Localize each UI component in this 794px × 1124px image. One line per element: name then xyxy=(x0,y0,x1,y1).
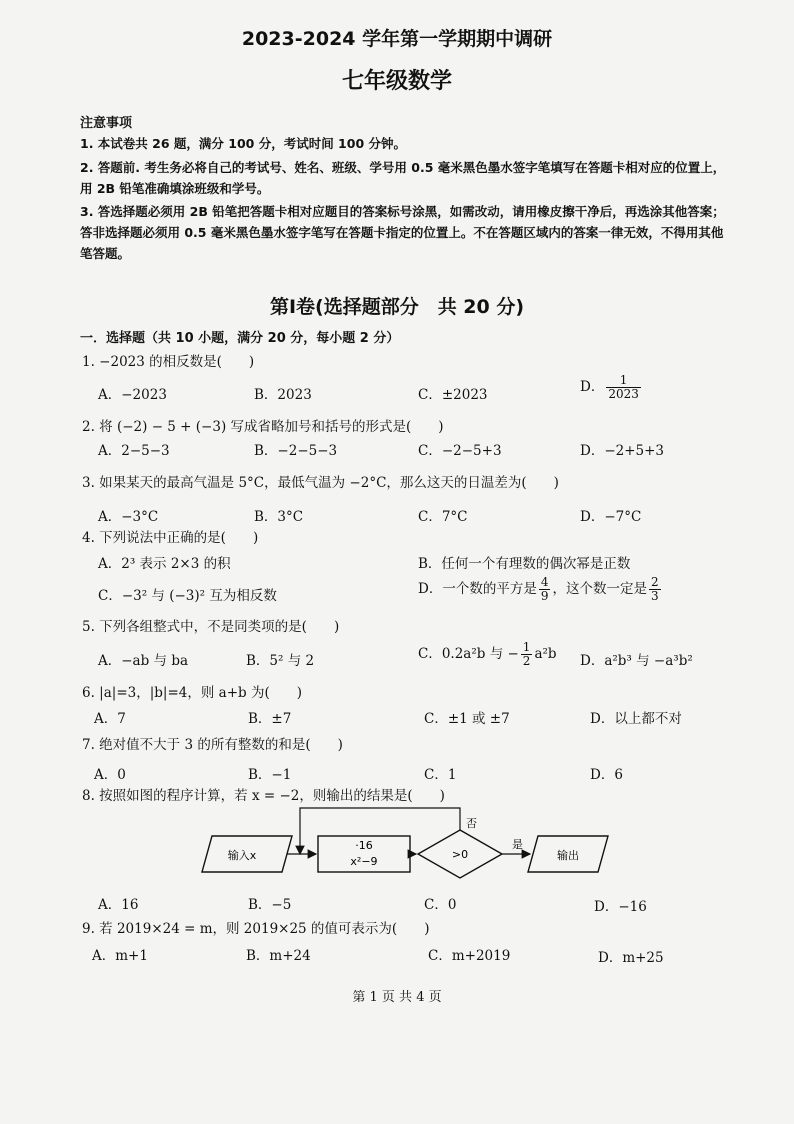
question-9-stem: 9. 若 2019×24 = m，则 2019×25 的值可表示为( ) xyxy=(82,921,430,937)
program-flowchart xyxy=(190,800,620,890)
q1-option-c: C．±2023 xyxy=(418,387,488,403)
part-heading: 一．选择题（共 10 小题，满分 20 分，每小题 2 分） xyxy=(80,331,400,346)
flowchart-condition: >0 xyxy=(451,848,469,861)
q2-option-a: A．2−5−3 xyxy=(98,443,170,459)
q4-option-c: C．−3² 与 (−3)² 互为相反数 xyxy=(98,588,277,604)
flowchart-op-bottom: x²−9 xyxy=(350,855,378,868)
q2-option-c: C．−2−5+3 xyxy=(418,443,502,459)
q4-option-d: D．一个数的平方是 $\frac{4}{9}$ ，这个数一定是 $\frac{2}{3}$ xyxy=(418,575,659,603)
question-5-stem: 5. 下列各组整式中，不是同类项的是( ) xyxy=(82,619,340,635)
q8-option-b: B．−5 xyxy=(248,897,292,913)
q6-option-a: A．7 xyxy=(94,711,126,727)
q8-option-c: C．0 xyxy=(424,897,457,913)
q7-option-b: B．−1 xyxy=(248,767,292,783)
question-3-stem: 3. 如果某天的最高气温是 5°C，最低气温为 −2°C，那么这天的日温差为( ) xyxy=(82,475,559,491)
q3-option-b: B．3°C xyxy=(254,509,304,525)
q6-option-c: C．±1 或 ±7 xyxy=(424,711,510,727)
q3-option-a: A．−3°C xyxy=(98,509,159,525)
question-7-stem: 7. 绝对值不大于 3 的所有整数的和是( ) xyxy=(82,737,343,753)
question-1-stem: 1. −2023 的相反数是( ) xyxy=(82,354,255,370)
question-8-stem: 8. 按照如图的程序计算，若 x = −2，则输出的结果是( ) xyxy=(82,788,445,804)
flowchart-output-label: 输出 xyxy=(557,849,579,862)
q9-option-d: D．m+25 xyxy=(598,950,664,966)
question-4-stem: 4. 下列说法中正确的是( ) xyxy=(82,530,259,546)
q3-option-d: D．−7°C xyxy=(580,509,642,525)
note-item: 2. 答题前. 考生务必将自己的考试号、姓名、班级、学号用 0.5 毫米黑色墨水签字笔填写在答题卡相对应的位置上，用 2B 铅笔准确填涂班级和学号。 xyxy=(80,160,726,196)
q5-option-b: B．5² 与 2 xyxy=(246,653,315,669)
q9-option-a: A．m+1 xyxy=(92,948,148,964)
q7-option-a: A．0 xyxy=(94,767,126,783)
q7-option-c: C．1 xyxy=(424,767,457,783)
q1-option-b: B．2023 xyxy=(254,387,312,403)
note-item: 3. 答选择题必须用 2B 铅笔把答题卡相对应题目的答案标号涂黑，如需改动，请用橡皮擦干净后，再选涂其他答案；答非选择题必须用 0.5 毫米黑色墨水签字笔写在答题卡指定的位置上。不在答题区域内的答案一律无效，不得用其他笔答题。 xyxy=(80,204,725,261)
q9-option-b: B．m+24 xyxy=(246,948,311,964)
q5-option-c: C．0.2a²b 与 − $\frac{1}{2}$ a²b xyxy=(418,640,557,668)
question-6-stem: 6. |a|=3，|b|=4，则 a+b 为( ) xyxy=(82,685,302,701)
flowchart-yes-label: 是 xyxy=(512,838,523,851)
question-2-stem: 2. 将 (−2) − 5 + (−3) 写成省略加号和括号的形式是( ) xyxy=(82,419,444,435)
exam-title: 2023-2024 学年第一学期期中调研 xyxy=(241,28,553,50)
exam-subtitle: 七年级数学 xyxy=(341,69,452,94)
q2-option-d: D．−2+5+3 xyxy=(580,443,665,459)
q4-option-b: B．任何一个有理数的偶次幂是正数 xyxy=(418,556,631,572)
q2-option-b: B．−2−5−3 xyxy=(254,443,338,459)
q8-option-d: D．−16 xyxy=(594,899,647,915)
q1-option-a: A．−2023 xyxy=(98,387,167,403)
q6-option-d: D．以上都不对 xyxy=(590,711,682,727)
page-footer: 第 1 页 共 4 页 xyxy=(352,990,442,1005)
q9-option-c: C．m+2019 xyxy=(428,948,511,964)
q8-option-a: A．16 xyxy=(98,897,139,913)
q4-option-a: A．2³ 表示 2×3 的积 xyxy=(98,556,231,572)
q6-option-b: B．±7 xyxy=(248,711,292,727)
flowchart-input-label: 输入x xyxy=(227,849,257,862)
q1-option-d: D． $\frac{1}{2023}$ xyxy=(580,373,639,401)
flowchart-no-label: 否 xyxy=(466,817,477,830)
q7-option-d: D．6 xyxy=(590,767,623,783)
notes-heading: 注意事项 xyxy=(80,116,133,131)
q5-option-d: D．a²b³ 与 −a³b² xyxy=(580,653,693,669)
note-item: 1. 本试卷共 26 题，满分 100 分，考试时间 100 分钟。 xyxy=(80,136,406,151)
section-title: 第Ⅰ卷(选择题部分 共 20 分) xyxy=(269,296,525,318)
flowchart-op-top: ·16 xyxy=(355,839,373,852)
q5-option-a: A．−ab 与 ba xyxy=(98,653,189,669)
q3-option-c: C．7°C xyxy=(418,509,468,525)
